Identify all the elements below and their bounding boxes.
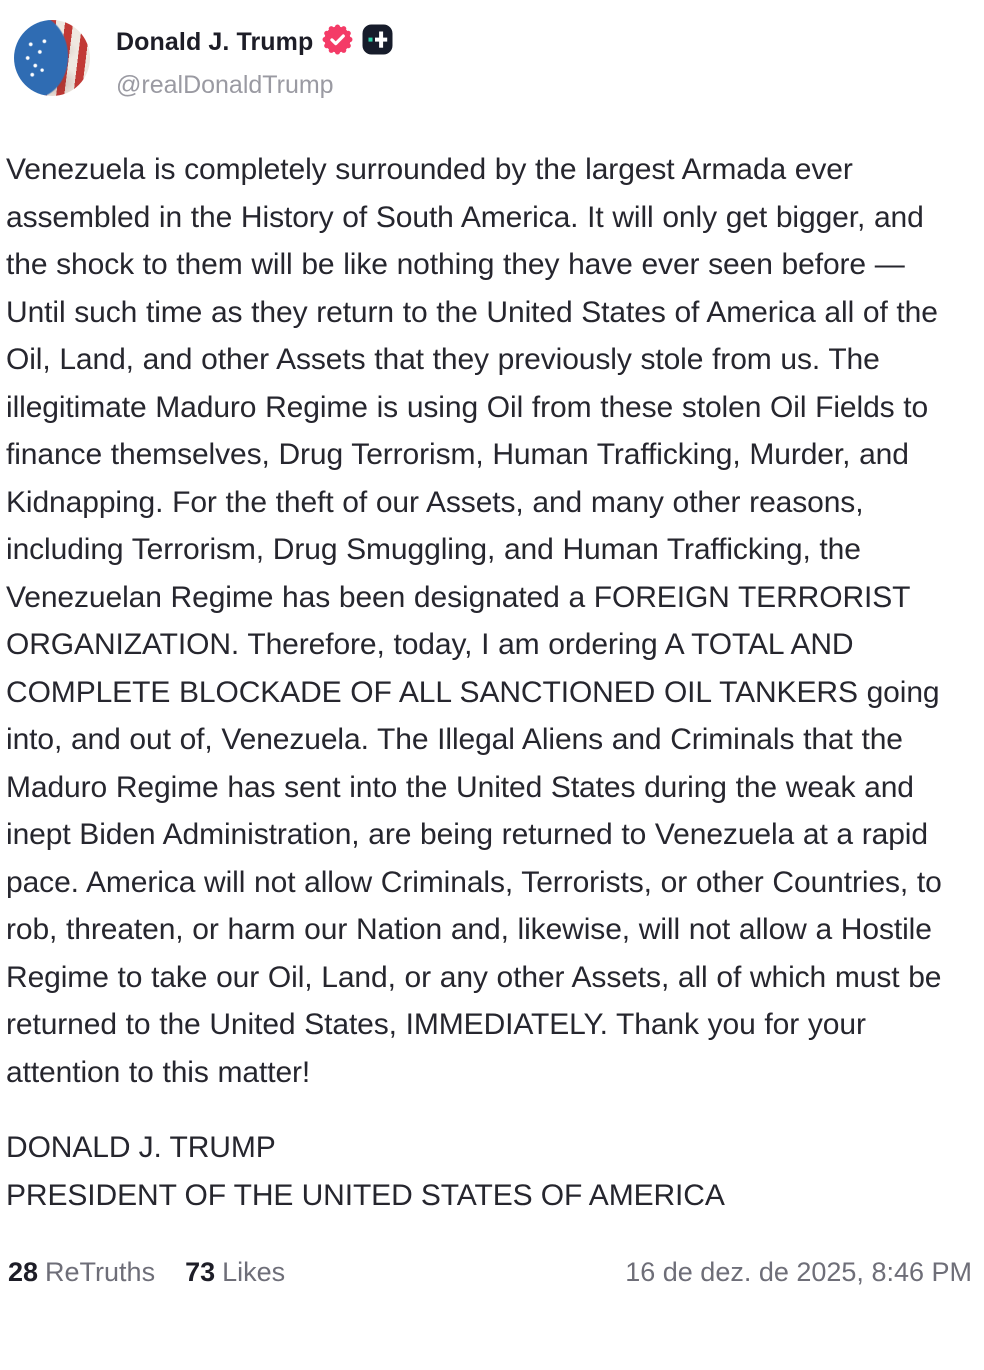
author-name-row	[116, 24, 393, 60]
retruths-stat[interactable]	[8, 1257, 155, 1288]
retruths-label: ReTruths	[45, 1257, 156, 1287]
author-info	[116, 18, 393, 100]
post-body-text: Venezuela is completely surrounded by the largest Armada ever assembled in the History of South America. It will only get bigger, and the shock to them will be like nothing they have ever seen before — Until such time as they return to the United States of America all of the Oil, Land, and other Assets that they previously stole from us. The illegitimate Maduro Regime is using Oil from these stolen Oil Fields to finance themselves, Drug Terrorism, Human Trafficking, Murder, and Kidnapping. For the theft of our Assets, and many other reasons, including Terrorism, Drug Smuggling, and Human Trafficking, the Venezuelan Regime has been designated a FOREIGN TERRORIST ORGANIZATION. Therefore, today, I am ordering A TOTAL AND COMPLETE BLOCKADE OF ALL SANCTIONED OIL TANKERS going into, and out of, Venezuela. The Illegal Aliens and Criminals that the Maduro Regime has sent into the United States during the weak and inept Biden Administration, are being returned to Venezuela at a rapid pace. America will not allow Criminals, Terrorists, or other Countries, to rob, threaten, or harm our Nation and, likewise, will not allow a Hostile Regime to take our Oil, Land, or any other Assets, all of which must be returned to the United States, IMMEDIATELY. Thank you for your attention to this matter!	[6, 153, 942, 1089]
likes-stat[interactable]	[185, 1257, 285, 1288]
likes-count: 73	[185, 1257, 216, 1287]
verified-check-icon	[322, 24, 353, 60]
post-timestamp[interactable]: 16 de dez. de 2025, 8:46 PM	[625, 1257, 972, 1287]
post-footer	[6, 1257, 976, 1288]
avatar[interactable]	[14, 20, 90, 96]
truth-plus-icon	[362, 24, 393, 60]
post-header	[6, 18, 976, 100]
user-handle[interactable]: @realDonaldTrump	[116, 71, 334, 99]
likes-label: Likes	[222, 1257, 286, 1287]
display-name[interactable]: Donald J. Trump	[116, 27, 314, 56]
post-signature	[6, 1124, 976, 1219]
retruths-count: 28	[8, 1257, 39, 1287]
signature-title: PRESIDENT OF THE UNITED STATES OF AMERICA	[6, 1178, 725, 1212]
engagement-stats	[8, 1257, 315, 1288]
signature-name: DONALD J. TRUMP	[6, 1131, 276, 1164]
